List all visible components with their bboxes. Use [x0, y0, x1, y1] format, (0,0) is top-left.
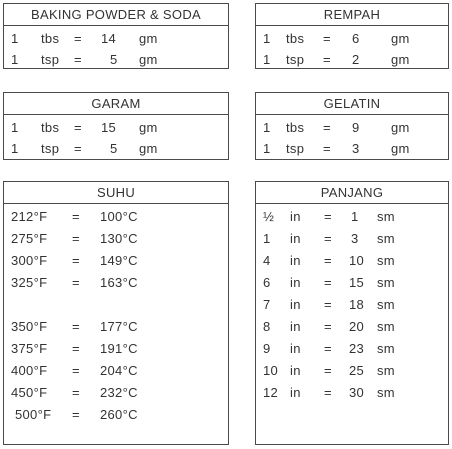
equals-sign: = — [72, 275, 80, 290]
value: 2 — [352, 52, 360, 67]
unit: tbs — [41, 31, 60, 46]
suhu-row — [4, 340, 228, 358]
unit: in — [290, 297, 301, 312]
equals-sign: = — [324, 385, 332, 400]
fahrenheit-value: 275°F — [11, 231, 48, 246]
unit: in — [290, 341, 301, 356]
value: 14 — [101, 31, 117, 46]
equals-sign: = — [72, 253, 80, 268]
unit: tsp — [41, 52, 60, 67]
result-unit: sm — [377, 341, 395, 356]
equals-sign: = — [72, 231, 80, 246]
value: 23 — [349, 341, 365, 356]
celsius-value: 177°C — [100, 319, 138, 334]
equals-sign: = — [72, 209, 80, 224]
garam-row-tsp — [4, 140, 228, 158]
celsius-value: 163°C — [100, 275, 138, 290]
baking-row-tsp — [4, 51, 228, 69]
unit: in — [290, 363, 301, 378]
equals-sign: = — [324, 275, 332, 290]
suhu-row — [4, 230, 228, 248]
garam-panel — [3, 92, 229, 160]
fahrenheit-value: 500°F — [15, 407, 52, 422]
qty: ½ — [263, 209, 275, 224]
suhu-row — [4, 362, 228, 380]
result-unit: sm — [377, 363, 395, 378]
value: 15 — [349, 275, 365, 290]
equals-sign: = — [324, 253, 332, 268]
value: 6 — [352, 31, 360, 46]
panjang-row — [256, 340, 448, 358]
equals-sign: = — [74, 52, 82, 67]
qty: 1 — [11, 120, 19, 135]
gelatin-panel — [255, 92, 449, 160]
garam-row-tbs — [4, 119, 228, 137]
value: 18 — [349, 297, 365, 312]
panjang-row — [256, 274, 448, 292]
celsius-value: 232°C — [100, 385, 138, 400]
value: 9 — [352, 120, 360, 135]
suhu-row — [4, 406, 228, 424]
value: 5 — [110, 52, 118, 67]
equals-sign: = — [324, 297, 332, 312]
panjang-row — [256, 384, 448, 402]
suhu-title: SUHU — [4, 182, 228, 204]
equals-sign: = — [323, 120, 331, 135]
celsius-value: 191°C — [100, 341, 138, 356]
equals-sign: = — [324, 209, 332, 224]
qty: 8 — [263, 319, 271, 334]
equals-sign: = — [72, 385, 80, 400]
result-unit: gm — [139, 31, 158, 46]
qty: 1 — [263, 52, 271, 67]
equals-sign: = — [324, 363, 332, 378]
fahrenheit-value: 350°F — [11, 319, 48, 334]
fahrenheit-value: 325°F — [11, 275, 48, 290]
value: 10 — [349, 253, 365, 268]
suhu-row — [4, 208, 228, 226]
value: 1 — [351, 209, 359, 224]
qty: 1 — [263, 31, 271, 46]
result-unit: gm — [139, 120, 158, 135]
equals-sign: = — [72, 341, 80, 356]
rempah-title: REMPAH — [256, 4, 448, 26]
result-unit: gm — [139, 52, 158, 67]
rempah-row-tsp — [256, 51, 448, 69]
equals-sign: = — [74, 120, 82, 135]
value: 20 — [349, 319, 365, 334]
panjang-row — [256, 296, 448, 314]
qty: 1 — [263, 141, 271, 156]
gelatin-row-tsp — [256, 140, 448, 158]
result-unit: sm — [377, 319, 395, 334]
qty: 1 — [11, 141, 19, 156]
qty: 1 — [263, 120, 271, 135]
result-unit: sm — [377, 253, 395, 268]
unit: in — [290, 231, 301, 246]
equals-sign: = — [74, 141, 82, 156]
suhu-row — [4, 252, 228, 270]
unit: in — [290, 319, 301, 334]
result-unit: sm — [377, 385, 395, 400]
unit: in — [290, 253, 301, 268]
baking-row-tbs — [4, 30, 228, 48]
unit: tsp — [41, 141, 60, 156]
celsius-value: 130°C — [100, 231, 138, 246]
panjang-panel — [255, 181, 449, 445]
qty: 10 — [263, 363, 279, 378]
suhu-row — [4, 274, 228, 292]
unit: in — [290, 385, 301, 400]
qty: 7 — [263, 297, 271, 312]
equals-sign: = — [72, 363, 80, 378]
qty: 1 — [263, 231, 271, 246]
unit: tsp — [286, 141, 305, 156]
result-unit: gm — [391, 52, 410, 67]
suhu-panel — [3, 181, 229, 445]
baking-powder-soda-panel — [3, 3, 229, 69]
unit: tbs — [286, 120, 305, 135]
suhu-row — [4, 318, 228, 336]
fahrenheit-value: 212°F — [11, 209, 48, 224]
equals-sign: = — [324, 231, 332, 246]
gelatin-row-tbs — [256, 119, 448, 137]
value: 5 — [110, 141, 118, 156]
rempah-panel — [255, 3, 449, 69]
fahrenheit-value: 300°F — [11, 253, 48, 268]
equals-sign: = — [72, 407, 80, 422]
suhu-row — [4, 384, 228, 402]
baking-powder-soda-title: BAKING POWDER & SODA — [4, 4, 228, 26]
celsius-value: 149°C — [100, 253, 138, 268]
fahrenheit-value: 375°F — [11, 341, 48, 356]
qty: 6 — [263, 275, 271, 290]
garam-title: GARAM — [4, 93, 228, 115]
fahrenheit-value: 450°F — [11, 385, 48, 400]
equals-sign: = — [72, 319, 80, 334]
result-unit: sm — [377, 297, 395, 312]
unit: in — [290, 209, 301, 224]
result-unit: gm — [139, 141, 158, 156]
value: 25 — [349, 363, 365, 378]
result-unit: sm — [377, 231, 395, 246]
equals-sign: = — [323, 52, 331, 67]
panjang-title: PANJANG — [256, 182, 448, 204]
equals-sign: = — [74, 31, 82, 46]
result-unit: gm — [391, 141, 410, 156]
panjang-row — [256, 362, 448, 380]
gelatin-title: GELATIN — [256, 93, 448, 115]
result-unit: sm — [377, 275, 395, 290]
value: 3 — [352, 141, 360, 156]
celsius-value: 260°C — [100, 407, 138, 422]
qty: 4 — [263, 253, 271, 268]
result-unit: gm — [391, 31, 410, 46]
result-unit: gm — [391, 120, 410, 135]
unit: tbs — [286, 31, 305, 46]
celsius-value: 100°C — [100, 209, 138, 224]
qty: 1 — [11, 31, 19, 46]
qty: 1 — [11, 52, 19, 67]
value: 30 — [349, 385, 365, 400]
panjang-row — [256, 252, 448, 270]
fahrenheit-value: 400°F — [11, 363, 48, 378]
equals-sign: = — [324, 341, 332, 356]
panjang-row — [256, 208, 448, 226]
panjang-row — [256, 318, 448, 336]
qty: 9 — [263, 341, 271, 356]
panjang-row — [256, 230, 448, 248]
unit: in — [290, 275, 301, 290]
equals-sign: = — [323, 31, 331, 46]
unit: tbs — [41, 120, 60, 135]
unit: tsp — [286, 52, 305, 67]
value: 15 — [101, 120, 117, 135]
celsius-value: 204°C — [100, 363, 138, 378]
value: 3 — [351, 231, 359, 246]
equals-sign: = — [323, 141, 331, 156]
qty: 12 — [263, 385, 279, 400]
equals-sign: = — [324, 319, 332, 334]
rempah-row-tbs — [256, 30, 448, 48]
result-unit: sm — [377, 209, 395, 224]
